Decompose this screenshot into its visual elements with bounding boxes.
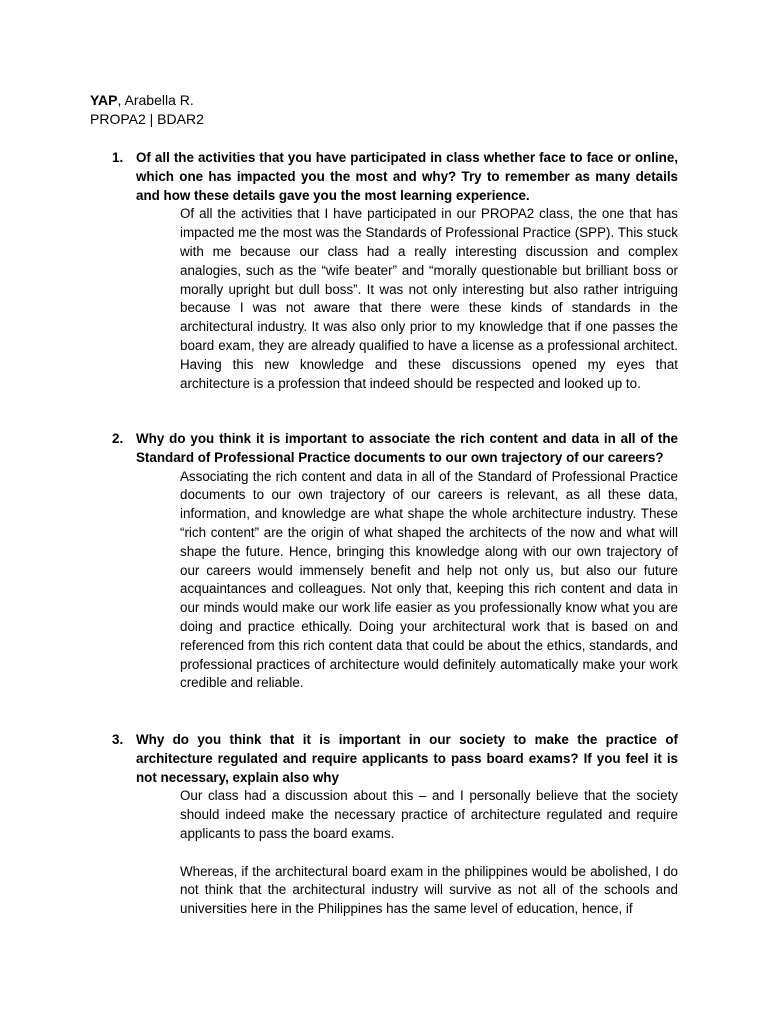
question-item-2 xyxy=(112,430,678,693)
student-header xyxy=(90,91,204,129)
answer-paragraph: Of all the activities that I have participated in our PROPA2 class, the one that has impacted me the most was the Standards of Professional Practice (SPP). This stuck with me because our class had a really interesting discussion and complex analogies, such as the “wife beater” and “morally questionable but brilliant boss or morally upright but dull boss”. It was not only interesting but also rather intriguing because I was not aware that there were these kinds of standards in the architectural industry. It was also only prior to my knowledge that if one passes the board exam, they are already qualified to have a license as a professional architect. Having this new knowledge and these discussions opened my eyes that architecture is a profession that indeed should be respected and looked up to. xyxy=(180,206,678,391)
question-text: Of all the activities that you have participated in class whether face to face or online, which one has impacted you the most and why? Try to remember as many details and how these details gave you the most learning experience. xyxy=(136,150,678,203)
question-item-1 xyxy=(112,149,678,393)
answer-block xyxy=(180,205,678,393)
question-heading xyxy=(112,149,678,205)
student-surname: YAP xyxy=(90,92,118,108)
question-number: 3. xyxy=(112,732,124,747)
question-number: 1. xyxy=(112,150,124,165)
student-name xyxy=(90,91,204,110)
question-text: Why do you think that it is important in our society to make the practice of architecture regulated and require applicants to pass board exams? If you feel it is not necessary, explain also why xyxy=(136,732,678,785)
course-section: PROPA2 | BDAR2 xyxy=(90,111,204,127)
question-heading xyxy=(112,430,678,468)
answer-paragraph: Our class had a discussion about this – and I personally believe that the society should indeed make the necessary practice of architecture regulated and require applicants to pass the board exams. xyxy=(180,788,678,841)
answer-block xyxy=(180,468,678,694)
question-text: Why do you think it is important to associate the rich content and data in all of the Standard of Professional Practice documents to our own trajectory of our careers? xyxy=(136,431,678,465)
student-given-name: , Arabella R. xyxy=(117,92,194,108)
answer-block xyxy=(180,787,678,919)
answer-paragraph: Associating the rich content and data in all of the Standard of Professional Practice documents to our own trajectory of our careers is relevant, as all these data, information, and knowledge are what shape the whole architecture industry. These “rich content” are the origin of what shaped the architects of the now and what will shape the future. Hence, bringing this knowledge along with our own trajectory of our careers would immensely benefit and help not only us, but also our future acquaintances and colleagues. Not only that, keeping this rich content and data in our minds would make our work life easier as you professionally know what you are doing and practice ethically. Doing your architectural work that is based on and referenced from this rich content data that could be about the ethics, standards, and professional practices of architecture would definitely automatically make your work credible and reliable. xyxy=(180,468,678,691)
question-number: 2. xyxy=(112,431,124,446)
answer-paragraph: Whereas, if the architectural board exam in the philippines would be abolished, I do not think that the architectural industry will survive as not all of the schools and universities here in the Philippines has the same level of education, hence, if xyxy=(180,863,678,917)
question-item-3 xyxy=(112,731,678,919)
question-heading xyxy=(112,731,678,787)
